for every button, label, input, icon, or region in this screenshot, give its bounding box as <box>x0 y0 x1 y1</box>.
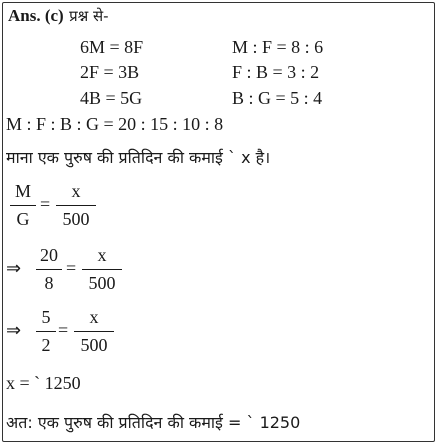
equation-right-2: F : B = 3 : 2 <box>232 62 320 82</box>
equals-sign: = <box>40 194 51 214</box>
fraction-x-over-500 <box>56 181 96 233</box>
numerator: x <box>71 181 81 201</box>
equation-left-1: 6M = 8F <box>80 37 144 57</box>
fraction-bar <box>82 269 122 270</box>
conclusion-text: अत: एक पुरुष की प्रतिदिन की कमाई = ` 1250 <box>6 413 301 432</box>
denominator: 500 <box>88 273 116 293</box>
equation-left-2: 2F = 3B <box>80 62 140 82</box>
answer-intro: प्रश्न से- <box>69 7 109 25</box>
numerator: x <box>97 245 107 265</box>
fraction-bar <box>10 205 36 206</box>
fraction-20-over-8 <box>36 245 62 297</box>
equation-right-3: B : G = 5 : 4 <box>232 88 323 108</box>
answer-label: Ans. (c) <box>8 6 64 25</box>
fraction-bar <box>74 331 114 332</box>
denominator: 8 <box>44 273 54 293</box>
numerator: 20 <box>40 245 58 265</box>
numerator: x <box>89 307 99 327</box>
equals-sign: = <box>58 320 69 340</box>
denominator: 500 <box>62 209 90 229</box>
equals-sign: = <box>66 258 77 278</box>
fraction-bar <box>36 269 62 270</box>
denominator: 500 <box>80 335 108 355</box>
assumption-text: माना एक पुरुष की प्रतिदिन की कमाई ` x है। <box>6 148 271 167</box>
fraction-bar <box>56 205 96 206</box>
numerator: 5 <box>41 307 51 327</box>
implies-arrow: ⇒ <box>6 320 22 340</box>
equation-left-3: 4B = 5G <box>80 88 143 108</box>
fraction-m-over-g <box>10 181 36 233</box>
fraction-bar <box>36 331 56 332</box>
fraction-x-over-500 <box>74 307 114 359</box>
denominator: G <box>16 209 30 229</box>
denominator: 2 <box>41 335 51 355</box>
equation-right-1: M : F = 8 : 6 <box>232 37 324 57</box>
fraction-5-over-2 <box>36 307 56 359</box>
combined-ratio: M : F : B : G = 20 : 15 : 10 : 8 <box>6 114 224 134</box>
numerator: M <box>14 181 31 201</box>
fraction-x-over-500 <box>82 245 122 297</box>
implies-arrow: ⇒ <box>6 258 22 278</box>
result-line: x = ` 1250 <box>6 373 81 393</box>
answer-header <box>8 6 109 26</box>
